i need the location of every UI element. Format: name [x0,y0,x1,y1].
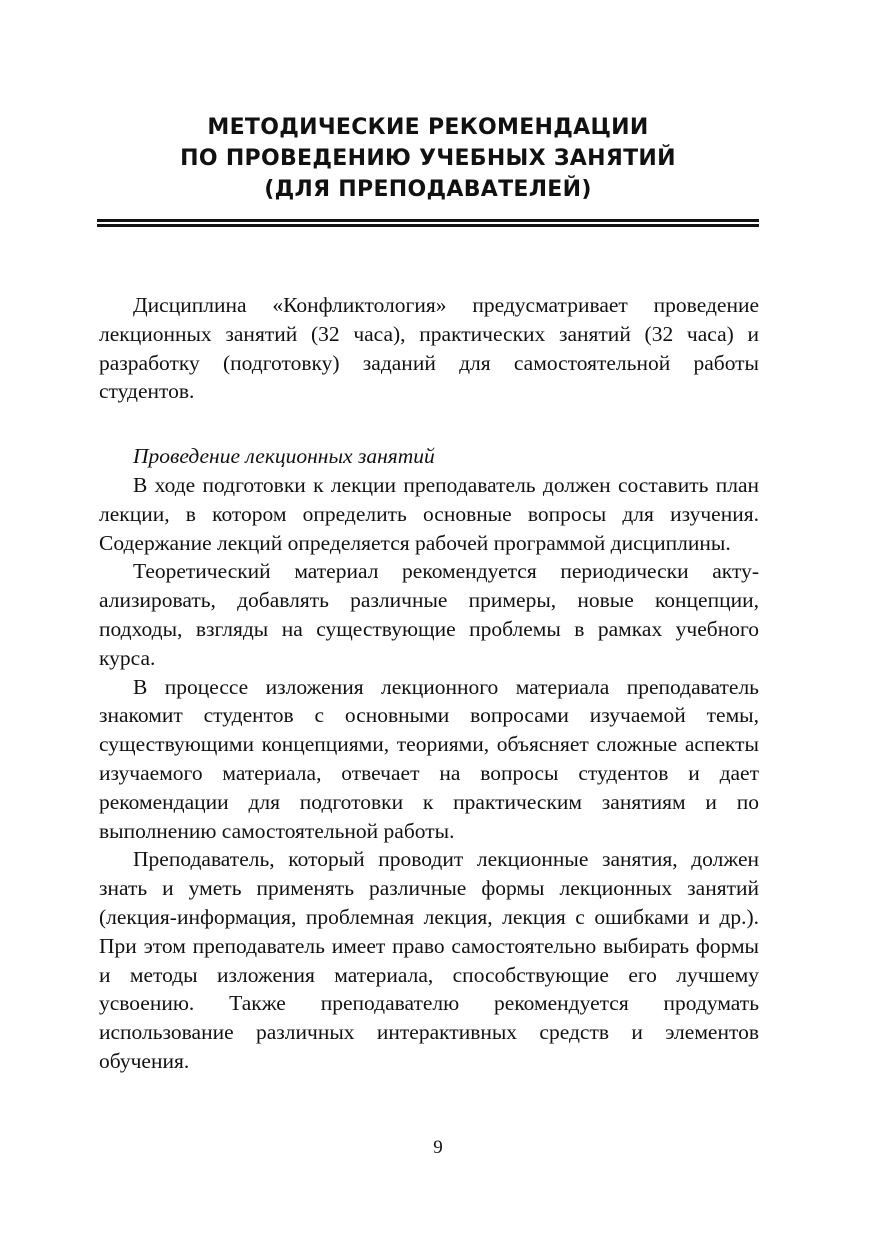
subsection-heading: Проведение лекционных занятий [133,444,435,469]
heading-line-1: МЕТОДИЧЕСКИЕ РЕКОМЕНДАЦИИ [207,115,649,140]
intro-paragraph: Дисциплина «Конфликтология» предусматривает проведение лекционных занятий (32 часа), практических занятий (32 часа) и разработку (подготовку) заданий для самостоятельной работы студентов. [99,293,759,404]
page-number: 9 [433,1137,443,1158]
heading-line-3: (ДЛЯ ПРЕПОДАВАТЕЛЕЙ) [264,177,592,202]
paragraph: Теоретический материал рекомендуется периодически актуализировать, добавлять различные примеры, новые концепции, подходы, взгляды на существующие проблемы в рамках учебного курса. [99,559,759,670]
paragraph: В ходе подготовки к лекции преподаватель должен составить план лекции, в котором определить основные вопросы для изучения. Содержание лекций определяется рабочей программой дисциплины. [99,472,759,555]
heading-line-2: ПО ПРОВЕДЕНИЮ УЧЕБНЫХ ЗАНЯТИЙ [180,146,676,171]
paragraph: Преподаватель, который проводит лекционные занятия, должен знать и уметь применять различные формы лекционных занятий (лекция-информация, проблемная лекция, лекция с ошибками и др.). При этом преподаватель имеет право самостоятельно выбирать формы и методы изложения материала, способствующие его лучшему усвоению. Также преподавателю рекомендуется продумать использование различных интерактивных средств и элементов обучения. [99,847,759,1073]
paragraph: В процессе изложения лекционного материала преподаватель знакомит студентов с основными вопросами изучаемой темы, существующими концепциями, теориями, объясняет сложные аспекты изучаемого материала, отвечает на вопросы студентов и дает рекомендации для подготовки к практическим занятиям и по выполнению самостоятельной работы. [99,674,759,843]
body-text [99,291,759,1076]
heading-rule-bottom [97,224,759,227]
section-heading [97,112,759,205]
heading-rule-top [97,219,759,222]
